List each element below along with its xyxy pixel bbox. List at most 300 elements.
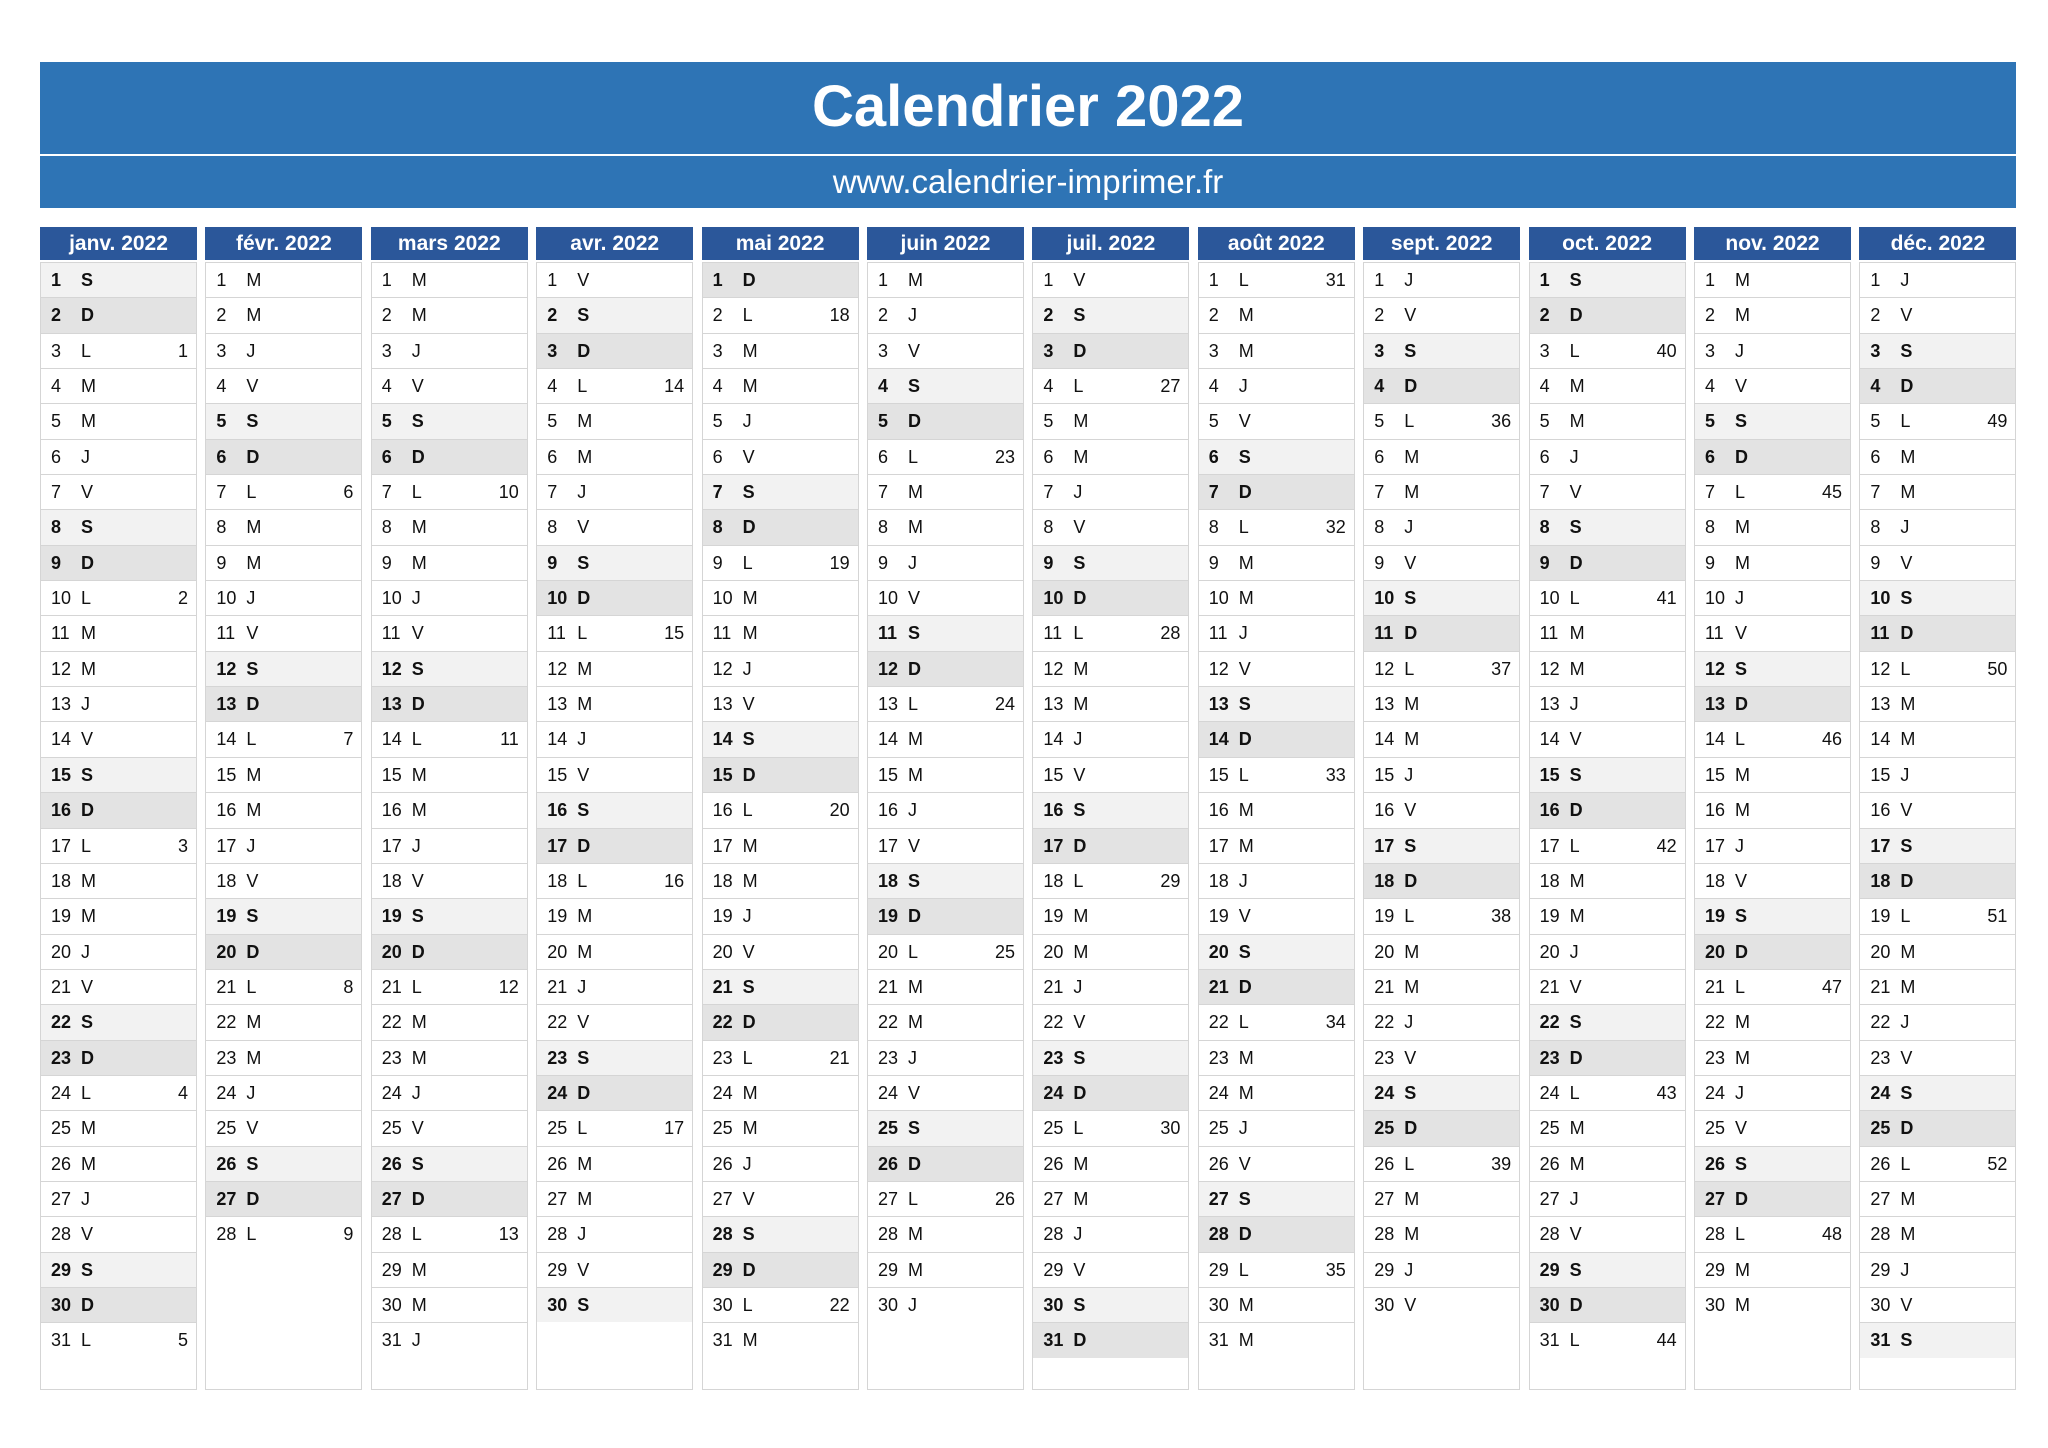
day-number: 16 [878, 800, 899, 821]
weekday-letter: V [411, 623, 424, 644]
day-number: 26 [1539, 1153, 1560, 1174]
day-row [1033, 1075, 1188, 1110]
day-row [206, 686, 361, 721]
weekday-letter: S [81, 764, 94, 785]
day-row [41, 969, 196, 1004]
weekday-letter: S [577, 305, 590, 326]
day-row [868, 1252, 1023, 1287]
weekday-letter: M [81, 411, 96, 432]
day-row [537, 1181, 692, 1216]
day-row [1530, 1004, 1685, 1039]
day-list [1529, 262, 1686, 1390]
weekday-letter: L [411, 1224, 422, 1245]
day-row [868, 686, 1023, 721]
day-row [1199, 1181, 1354, 1216]
day-row [1860, 368, 2015, 403]
day-row [1530, 1287, 1685, 1322]
day-row [1033, 934, 1188, 969]
day-number: 20 [1705, 941, 1726, 962]
weekday-letter: L [1900, 411, 1911, 432]
day-number: 11 [1870, 623, 1890, 644]
day-number: 7 [1374, 482, 1385, 503]
weekday-letter: M [411, 800, 427, 821]
weekday-letter: L [742, 1294, 753, 1315]
day-row [1860, 1110, 2015, 1145]
day-row [868, 403, 1023, 438]
weekday-letter: D [1073, 340, 1087, 361]
weekday-letter: V [1900, 305, 1913, 326]
day-number: 12 [547, 658, 568, 679]
day-number: 17 [878, 835, 899, 856]
day-number: 7 [381, 482, 392, 503]
day-number: 21 [216, 976, 237, 997]
day-number: 12 [381, 658, 402, 679]
day-row [703, 898, 858, 933]
day-row [1364, 333, 1519, 368]
day-list [1032, 262, 1189, 1390]
weekday-letter: L [1569, 1082, 1580, 1103]
weekday-letter: L [1404, 906, 1415, 927]
weekday-letter: L [1238, 1259, 1249, 1280]
day-number: 14 [712, 729, 733, 750]
weekday-letter: M [577, 411, 593, 432]
day-row [1530, 828, 1685, 863]
day-row [1530, 297, 1685, 332]
weekday-letter: M [1238, 1047, 1254, 1068]
day-number: 17 [216, 835, 237, 856]
weekday-letter: M [246, 517, 262, 538]
day-number: 26 [216, 1153, 237, 1174]
day-row [206, 898, 361, 933]
day-number: 28 [1705, 1224, 1726, 1245]
day-number: 2 [1539, 305, 1550, 326]
day-row [1695, 721, 1850, 756]
day-number: 31 [1539, 1330, 1560, 1351]
day-row [372, 651, 527, 686]
day-number: 31 [1208, 1330, 1229, 1351]
weekday-letter: V [1900, 552, 1913, 573]
day-row [1033, 721, 1188, 756]
day-row [372, 1004, 527, 1039]
day-row [206, 1216, 361, 1251]
day-row [1530, 1110, 1685, 1145]
day-number: 17 [1705, 835, 1726, 856]
weekday-letter: L [908, 1188, 919, 1209]
day-number: 9 [712, 552, 723, 573]
weekday-letter: J [81, 694, 90, 715]
weekday-letter: M [1238, 1294, 1254, 1315]
day-row [703, 1040, 858, 1075]
week-number: 17 [664, 1118, 685, 1139]
weekday-letter: D [1569, 305, 1583, 326]
day-row [703, 1287, 858, 1322]
day-number: 13 [547, 694, 568, 715]
day-row [1860, 863, 2015, 898]
day-number: 17 [712, 835, 733, 856]
day-number: 12 [1705, 658, 1726, 679]
day-row [1033, 1252, 1188, 1287]
weekday-letter: L [908, 941, 919, 962]
day-row [1364, 297, 1519, 332]
day-row [1860, 828, 2015, 863]
weekday-letter: L [81, 835, 92, 856]
weekday-letter: S [1073, 800, 1086, 821]
weekday-letter: M [1569, 1118, 1585, 1139]
weekday-letter: M [908, 270, 923, 290]
day-number: 6 [1539, 446, 1550, 467]
day-number: 13 [216, 694, 237, 715]
day-number: 9 [381, 552, 392, 573]
weekday-letter: D [1569, 800, 1583, 821]
weekday-letter: L [1900, 658, 1911, 679]
weekday-letter: M [1404, 1188, 1420, 1209]
weekday-letter: S [246, 411, 259, 432]
day-number: 31 [712, 1330, 733, 1351]
day-number: 18 [712, 870, 733, 891]
day-row [1695, 615, 1850, 650]
weekday-letter: V [1569, 482, 1582, 503]
day-row [41, 721, 196, 756]
weekday-letter: M [246, 1012, 262, 1033]
weekday-letter: V [246, 870, 259, 891]
day-row [206, 403, 361, 438]
day-number: 26 [712, 1153, 733, 1174]
weekday-letter: J [1238, 1118, 1248, 1139]
weekday-letter: M [577, 658, 593, 679]
weekday-letter: S [1569, 764, 1582, 785]
day-number: 27 [1208, 1188, 1229, 1209]
weekday-letter: M [1404, 729, 1420, 750]
weekday-letter: L [908, 446, 919, 467]
weekday-letter: M [411, 517, 427, 538]
day-row [1860, 545, 2015, 580]
day-row [41, 368, 196, 403]
day-row [1695, 969, 1850, 1004]
day-row [372, 545, 527, 580]
day-number: 25 [1539, 1118, 1560, 1139]
day-row [537, 297, 692, 332]
weekday-letter: V [742, 1188, 755, 1209]
day-row [1033, 969, 1188, 1004]
day-row [1695, 828, 1850, 863]
weekday-letter: D [1900, 376, 1914, 397]
week-number: 37 [1491, 658, 1512, 679]
day-row [1033, 615, 1188, 650]
weekday-letter: S [577, 552, 590, 573]
day-row [1364, 1040, 1519, 1075]
day-row [1033, 1287, 1188, 1322]
day-number: 28 [1043, 1224, 1064, 1245]
weekday-letter: D [1404, 1118, 1418, 1139]
weekday-letter: S [908, 623, 921, 644]
day-number: 26 [878, 1153, 899, 1174]
day-number: 31 [1043, 1330, 1064, 1351]
day-number: 29 [381, 1259, 402, 1280]
day-number: 11 [381, 623, 401, 644]
day-list [1694, 262, 1851, 1390]
day-row [41, 863, 196, 898]
day-number: 23 [51, 1047, 72, 1068]
day-number: 29 [51, 1259, 72, 1280]
day-number: 19 [1705, 906, 1726, 927]
day-number: 13 [51, 694, 72, 715]
day-row [372, 1216, 527, 1251]
weekday-letter: L [411, 976, 422, 997]
week-number: 51 [1987, 906, 2008, 927]
weekday-letter: S [742, 976, 755, 997]
day-number: 20 [1043, 941, 1064, 962]
day-row [868, 368, 1023, 403]
day-number: 24 [1208, 1082, 1229, 1103]
week-number: 18 [829, 305, 850, 326]
weekday-letter: S [81, 1259, 94, 1280]
weekday-letter: M [1735, 1047, 1750, 1068]
day-row [703, 686, 858, 721]
day-number: 19 [712, 906, 733, 927]
month-header: mars 2022 [371, 227, 528, 260]
day-row [206, 545, 361, 580]
day-number: 27 [1705, 1188, 1726, 1209]
day-number: 22 [547, 1012, 568, 1033]
weekday-letter: L [1404, 411, 1415, 432]
day-number: 6 [381, 446, 392, 467]
day-number: 10 [1374, 588, 1395, 609]
weekday-letter: M [1073, 411, 1089, 432]
day-row [372, 1287, 527, 1322]
day-row [1199, 509, 1354, 544]
day-row [206, 474, 361, 509]
day-number: 5 [216, 411, 227, 432]
weekday-letter: S [411, 906, 424, 927]
weekday-letter: L [577, 870, 588, 891]
day-number: 24 [1539, 1082, 1560, 1103]
weekday-letter: M [908, 976, 923, 997]
day-number: 22 [712, 1012, 733, 1033]
day-number: 1 [381, 270, 392, 290]
day-number: 29 [1705, 1259, 1726, 1280]
day-number: 30 [547, 1294, 568, 1315]
month-header: juin 2022 [867, 227, 1024, 260]
weekday-letter: M [1238, 800, 1254, 821]
day-row [868, 651, 1023, 686]
day-number: 11 [51, 623, 70, 644]
month-column [1529, 227, 1686, 1389]
day-row [703, 509, 858, 544]
weekday-letter: S [1569, 1012, 1582, 1033]
day-number: 15 [1208, 764, 1229, 785]
weekday-letter: J [246, 340, 256, 361]
day-row [372, 297, 527, 332]
day-row [372, 262, 527, 297]
weekday-letter: D [1735, 694, 1748, 715]
day-number: 6 [712, 446, 723, 467]
day-row [1860, 474, 2015, 509]
day-number: 24 [216, 1082, 237, 1103]
month-column [1198, 227, 1355, 1389]
weekday-letter: M [411, 552, 427, 573]
weekday-letter: M [1735, 1259, 1750, 1280]
day-row [41, 757, 196, 792]
day-number: 11 [712, 623, 732, 644]
day-row [1860, 792, 2015, 827]
weekday-letter: S [411, 1153, 424, 1174]
weekday-letter: M [1569, 623, 1585, 644]
day-row [1530, 898, 1685, 933]
day-row [206, 863, 361, 898]
day-list [1363, 262, 1520, 1390]
month-column [702, 227, 859, 1389]
day-number: 8 [381, 517, 392, 538]
day-row [1364, 439, 1519, 474]
day-row [41, 934, 196, 969]
weekday-letter: L [1735, 729, 1746, 750]
day-number: 23 [1705, 1047, 1726, 1068]
day-number: 21 [1208, 976, 1229, 997]
day-row [41, 474, 196, 509]
day-number: 30 [1374, 1294, 1395, 1315]
week-number: 25 [994, 941, 1015, 962]
weekday-letter: M [411, 1047, 427, 1068]
day-number: 2 [1705, 305, 1716, 326]
day-row [1033, 757, 1188, 792]
weekday-letter: M [1404, 482, 1420, 503]
day-number: 30 [1539, 1294, 1560, 1315]
day-row [41, 615, 196, 650]
day-row [868, 509, 1023, 544]
day-number: 7 [1870, 482, 1881, 503]
day-number: 16 [712, 800, 733, 821]
day-row [1695, 403, 1850, 438]
weekday-letter: L [742, 1047, 753, 1068]
weekday-letter: S [577, 800, 590, 821]
day-number: 3 [216, 340, 227, 361]
day-number: 1 [216, 270, 227, 290]
weekday-letter: L [742, 552, 753, 573]
day-number: 15 [1705, 764, 1726, 785]
weekday-letter: M [1238, 1082, 1254, 1103]
day-list [867, 262, 1024, 1390]
day-number: 17 [381, 835, 402, 856]
weekday-letter: S [1900, 1082, 1913, 1103]
day-number: 24 [1374, 1082, 1395, 1103]
day-number: 12 [878, 658, 899, 679]
day-number: 19 [216, 906, 237, 927]
day-number: 18 [216, 870, 237, 891]
day-row [1364, 651, 1519, 686]
day-row [868, 898, 1023, 933]
day-number: 6 [1705, 446, 1716, 467]
day-number: 28 [1208, 1224, 1229, 1245]
day-row [206, 1181, 361, 1216]
month-column [205, 227, 362, 1389]
weekday-letter: M [1900, 976, 1916, 997]
weekday-letter: S [1238, 941, 1251, 962]
day-row [1695, 863, 1850, 898]
day-number: 4 [1208, 376, 1219, 397]
week-number: 38 [1491, 906, 1512, 927]
day-number: 20 [51, 941, 72, 962]
day-number: 13 [1208, 694, 1229, 715]
weekday-letter: M [1238, 305, 1254, 326]
weekday-letter: M [81, 1118, 96, 1139]
day-number: 24 [1870, 1082, 1891, 1103]
day-row [537, 403, 692, 438]
day-row [1695, 757, 1850, 792]
weekday-letter: J [246, 588, 256, 609]
weekday-letter: M [1569, 658, 1585, 679]
weekday-letter: J [1735, 1082, 1744, 1103]
day-number: 10 [1870, 588, 1891, 609]
day-row [1860, 297, 2015, 332]
weekday-letter: D [1073, 1330, 1087, 1351]
day-row [41, 898, 196, 933]
weekday-letter: J [908, 1294, 917, 1315]
week-number: 22 [829, 1294, 850, 1315]
day-number: 2 [1374, 305, 1385, 326]
day-number: 25 [1043, 1118, 1064, 1139]
day-row [206, 792, 361, 827]
day-number: 14 [1705, 729, 1726, 750]
weekday-letter: S [1735, 906, 1748, 927]
month-header: oct. 2022 [1529, 227, 1686, 260]
weekday-letter: M [1073, 658, 1089, 679]
day-row [1860, 1322, 2015, 1357]
day-number: 13 [1705, 694, 1726, 715]
day-row [372, 1252, 527, 1287]
day-row [1364, 721, 1519, 756]
weekday-letter: M [81, 658, 96, 679]
day-row [537, 368, 692, 403]
day-row [703, 721, 858, 756]
day-row [1860, 651, 2015, 686]
day-number: 8 [51, 517, 62, 538]
weekday-letter: L [1404, 1153, 1415, 1174]
weekday-letter: D [1238, 482, 1252, 503]
day-number: 3 [1705, 340, 1716, 361]
day-number: 23 [712, 1047, 733, 1068]
day-number: 24 [878, 1082, 899, 1103]
weekday-letter: L [1238, 270, 1249, 290]
day-number: 12 [1208, 658, 1229, 679]
month-column [1032, 227, 1189, 1389]
day-row [206, 1004, 361, 1039]
weekday-letter: D [742, 270, 756, 290]
day-number: 26 [51, 1153, 72, 1174]
day-row [1033, 898, 1188, 933]
week-number: 7 [343, 729, 354, 750]
day-number: 2 [1208, 305, 1219, 326]
week-number: 44 [1656, 1330, 1677, 1351]
day-number: 7 [547, 482, 558, 503]
day-row [537, 1040, 692, 1075]
weekday-letter: V [1404, 800, 1417, 821]
day-number: 17 [1208, 835, 1229, 856]
day-row [1033, 262, 1188, 297]
day-row [372, 898, 527, 933]
day-row [1530, 615, 1685, 650]
weekday-letter: S [1238, 694, 1251, 715]
week-number: 28 [1160, 623, 1181, 644]
day-number: 20 [216, 941, 237, 962]
day-number: 8 [547, 517, 558, 538]
day-row [206, 297, 361, 332]
website-url: www.calendrier-imprimer.fr [832, 163, 1224, 200]
day-row [1364, 1252, 1519, 1287]
day-row [1364, 403, 1519, 438]
day-row [1033, 403, 1188, 438]
weekday-letter: V [1404, 1047, 1417, 1068]
day-number: 22 [1870, 1012, 1891, 1033]
